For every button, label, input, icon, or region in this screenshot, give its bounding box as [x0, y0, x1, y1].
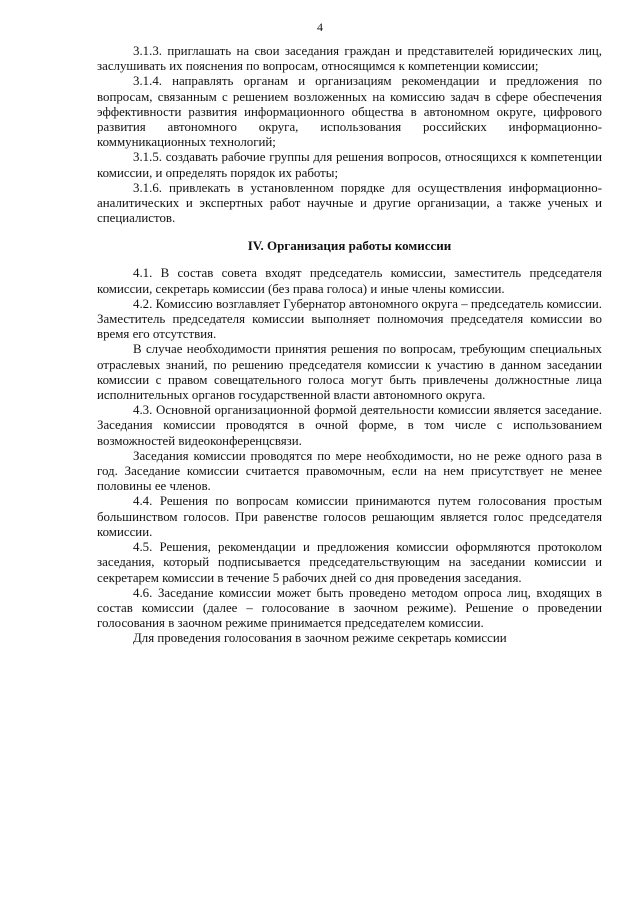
- page-number: 4: [317, 20, 323, 34]
- document-body: [97, 44, 602, 647]
- paragraph-3-1-3: 3.1.3. приглашать на свои заседания граждан и представителей юридических лиц, заслушивать их пояснения по вопросам, относящимся к компетенции комиссии;: [97, 44, 602, 74]
- paragraph-3-1-5: 3.1.5. создавать рабочие группы для решения вопросов, относящихся к компетенции комиссии, и определять порядок их работы;: [97, 150, 602, 180]
- paragraph-4-6-cont: Для проведения голосования в заочном режиме секретарь комиссии: [133, 631, 507, 646]
- paragraph-4-5: 4.5. Решения, рекомендации и предложения комиссии оформляются протоколом заседания, который подписывается председательствующим на заседании комиссии и секретарем комиссии в течение 5 рабочих дней со дня проведения заседания.: [97, 540, 602, 585]
- paragraph-4-2-cont: В случае необходимости принятия решения по вопросам, требующим специальных отраслевых знаний, по решению председателя комиссии к участию в данном заседании комиссии с правом совещательного голоса могут быть привлечены должностные лица исполнительных органов государственной власти автономного округа.: [97, 342, 602, 403]
- paragraph-4-6: 4.6. Заседание комиссии может быть проведено методом опроса лиц, входящих в состав комиссии (далее – голосование в заочном режиме). Решение о проведении голосования в заочном режиме принимается председателем комиссии.: [97, 585, 602, 631]
- paragraph-4-4: 4.4. Решения по вопросам комиссии принимаются путем голосования простым большинством голосов. При равенстве голосов решающим является голос председателя комиссии.: [97, 494, 602, 539]
- paragraph-4-3: 4.3. Основной организационной формой деятельности комиссии является заседание. Заседания комиссии проводятся в очной форме, в том числе с использованием возможностей видеоконференцсвязи.: [97, 403, 602, 448]
- section-heading: IV. Организация работы комиссии: [247, 238, 452, 254]
- paragraph-3-1-4: 3.1.4. направлять органам и организациям рекомендации и предложения по вопросам, связанным с решением возложенных на комиссию задач в сфере обеспечения эффективности развития информационного общества в автономном округе, цифрового развития автономного округа, использования российских информационно-коммуникационных технологий;: [97, 74, 602, 150]
- paragraph-4-2: 4.2. Комиссию возглавляет Губернатор автономного округа – председатель комиссии. Заместитель председателя комиссии выполняет полномочия председателя комиссии во время его отсутствия.: [97, 296, 602, 342]
- paragraph-3-1-6: 3.1.6. привлекать в установленном порядке для осуществления информационно-аналитических и экспертных работ научные и другие организации, а также ученых и специалистов.: [97, 180, 602, 226]
- paragraph-4-3-cont: Заседания комиссии проводятся по мере необходимости, но не реже одного раза в год. Заседание комиссии считается правомочным, если на нем присутствует не менее половины ее членов.: [97, 448, 602, 494]
- paragraph-4-1: 4.1. В состав совета входят председатель комиссии, заместитель председателя комиссии, секретарь комиссии (без права голоса) и иные члены комиссии.: [97, 266, 602, 296]
